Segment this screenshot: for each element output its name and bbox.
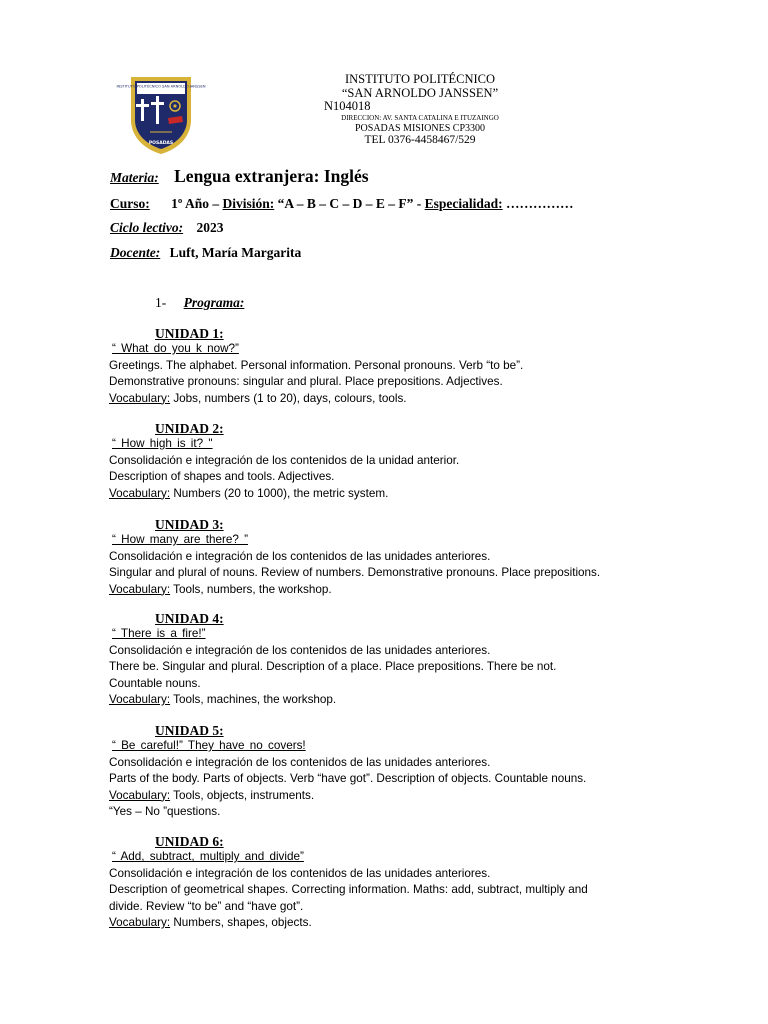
curso-label: Curso: [110, 196, 150, 211]
materia-value: Lengua extranjera: Inglés [174, 166, 369, 186]
especialidad-value: …………… [506, 196, 574, 211]
unit-line: Consolidación e integración de los contenidos de las unidades anteriores. [109, 866, 491, 880]
unit-5 [109, 723, 669, 821]
unit-subtitle: “ What do you k now?” [112, 342, 239, 355]
unit-line: Description of geometrical shapes. Correcting information. Maths: add, subtract, multiply and [109, 883, 588, 896]
vocabulary-label: Vocabulary: [109, 788, 171, 802]
unit-line: Description of shapes and tools. Adjectives. [109, 470, 335, 483]
unit-title: UNIDAD 6: [155, 834, 224, 849]
materia-label: Materia: [110, 170, 159, 185]
ciclo-label: Ciclo lectivo: [110, 220, 184, 235]
vocabulary-text: Numbers (20 to 1000), the metric system. [170, 486, 389, 500]
division-label: División: [222, 196, 275, 211]
docente-value: Luft, María Margarita [169, 245, 302, 260]
unit-title: UNIDAD 1: [155, 326, 224, 341]
vocabulary-label: Vocabulary: [109, 486, 171, 500]
docente-row [110, 245, 301, 261]
vocabulary-label: Vocabulary: [109, 916, 171, 929]
logo-top-text: INSTITUTO POLITÉCNICO SAN ARNOLDO JANSSEN [116, 84, 206, 89]
unit-vocabulary [109, 915, 669, 932]
curso-value: 1º Año – [171, 196, 220, 211]
unit-title: UNIDAD 4: [155, 611, 224, 626]
unit-line: “Yes – No ”questions. [109, 805, 221, 818]
unit-subtitle: “ Be careful!” They have no covers! [112, 739, 306, 752]
materia-row [110, 166, 369, 187]
unit-line: Singular and plural of nouns. Review of numbers. Demonstrative pronouns. Place prepositions. [109, 566, 601, 579]
unit-line: Consolidación e integración de los contenidos de las unidades anteriores. [109, 643, 491, 657]
unit-title: UNIDAD 3: [155, 517, 224, 532]
logo-bottom-text: POSADAS [148, 141, 174, 146]
institute-header [290, 73, 550, 147]
unit-line: Consolidación e integración de los contenidos de la unidad anterior. [109, 453, 460, 467]
unit-3 [109, 517, 669, 598]
vocabulary-label: Vocabulary: [109, 391, 171, 405]
curso-row [110, 196, 574, 212]
programa-heading [155, 295, 244, 311]
unit-subtitle: “ There is a fire!” [112, 627, 206, 640]
unit-subtitle: “ How high is it? " [112, 437, 213, 450]
unit-line: There be. Singular and plural. Description of a place. Place prepositions. There be not. [109, 660, 557, 673]
docente-label: Docente: [110, 245, 161, 260]
programa-title: Programa: [183, 295, 245, 310]
unit-line: Parts of the body. Parts of objects. Verb “have got”. Description of objects. Countable nouns. [109, 772, 587, 785]
unit-subtitle: “ How many are there? ” [112, 533, 249, 546]
unit-line: Greetings. The alphabet. Personal information. Personal pronouns. Verb “to be”. [109, 358, 524, 372]
unit-vocabulary [109, 692, 669, 709]
unit-line: Consolidación e integración de los contenidos de las unidades anteriores. [109, 549, 491, 563]
unit-2 [109, 421, 669, 502]
programa-number: 1- [155, 295, 167, 310]
institute-phone: TEL 0376-4458467/529 [364, 133, 476, 146]
ciclo-value: 2023 [196, 220, 224, 235]
institute-address: DIRECCION: AV. SANTA CATALINA E ITUZAINGO [341, 113, 499, 122]
vocabulary-label: Vocabulary: [109, 693, 171, 706]
especialidad-label: Especialidad: [424, 196, 503, 211]
unit-vocabulary [109, 788, 669, 805]
unit-4 [109, 611, 669, 709]
institute-code: N104018 [324, 99, 371, 113]
vocabulary-text: Tools, numbers, the workshop. [170, 582, 332, 596]
unit-vocabulary [109, 582, 669, 599]
ciclo-row [110, 220, 223, 236]
vocabulary-text: Tools, machines, the workshop. [170, 693, 337, 706]
institute-subname: “SAN ARNOLDO JANSSEN” [341, 85, 499, 100]
institute-name: INSTITUTO POLITÉCNICO [344, 72, 496, 86]
unit-vocabulary [109, 486, 669, 503]
unit-subtitle: “ Add, subtract, multiply and divide” [112, 850, 304, 863]
unit-title: UNIDAD 2: [155, 421, 224, 436]
vocabulary-text: Jobs, numbers (1 to 20), days, colours, tools. [170, 391, 407, 405]
unit-line: Consolidación e integración de los contenidos de las unidades anteriores. [109, 755, 491, 769]
vocabulary-label: Vocabulary: [109, 582, 171, 596]
institute-logo [116, 74, 206, 156]
unit-line: Demonstrative pronouns: singular and plural. Place prepositions. Adjectives. [109, 375, 503, 388]
institute-city: POSADAS MISIONES CP3300 [354, 122, 486, 134]
vocabulary-text: Tools, objects, instruments. [170, 788, 315, 802]
vocabulary-text: Numbers, shapes, objects. [170, 916, 312, 929]
unit-6 [109, 834, 669, 932]
unit-vocabulary [109, 391, 669, 408]
unit-title: UNIDAD 5: [155, 723, 224, 738]
unit-line: Countable nouns. [109, 676, 201, 690]
division-value: “A – B – C – D – E – F” - [277, 196, 422, 211]
unit-1 [109, 326, 669, 407]
unit-line: divide. Review “to be” and “have got”. [109, 899, 304, 913]
